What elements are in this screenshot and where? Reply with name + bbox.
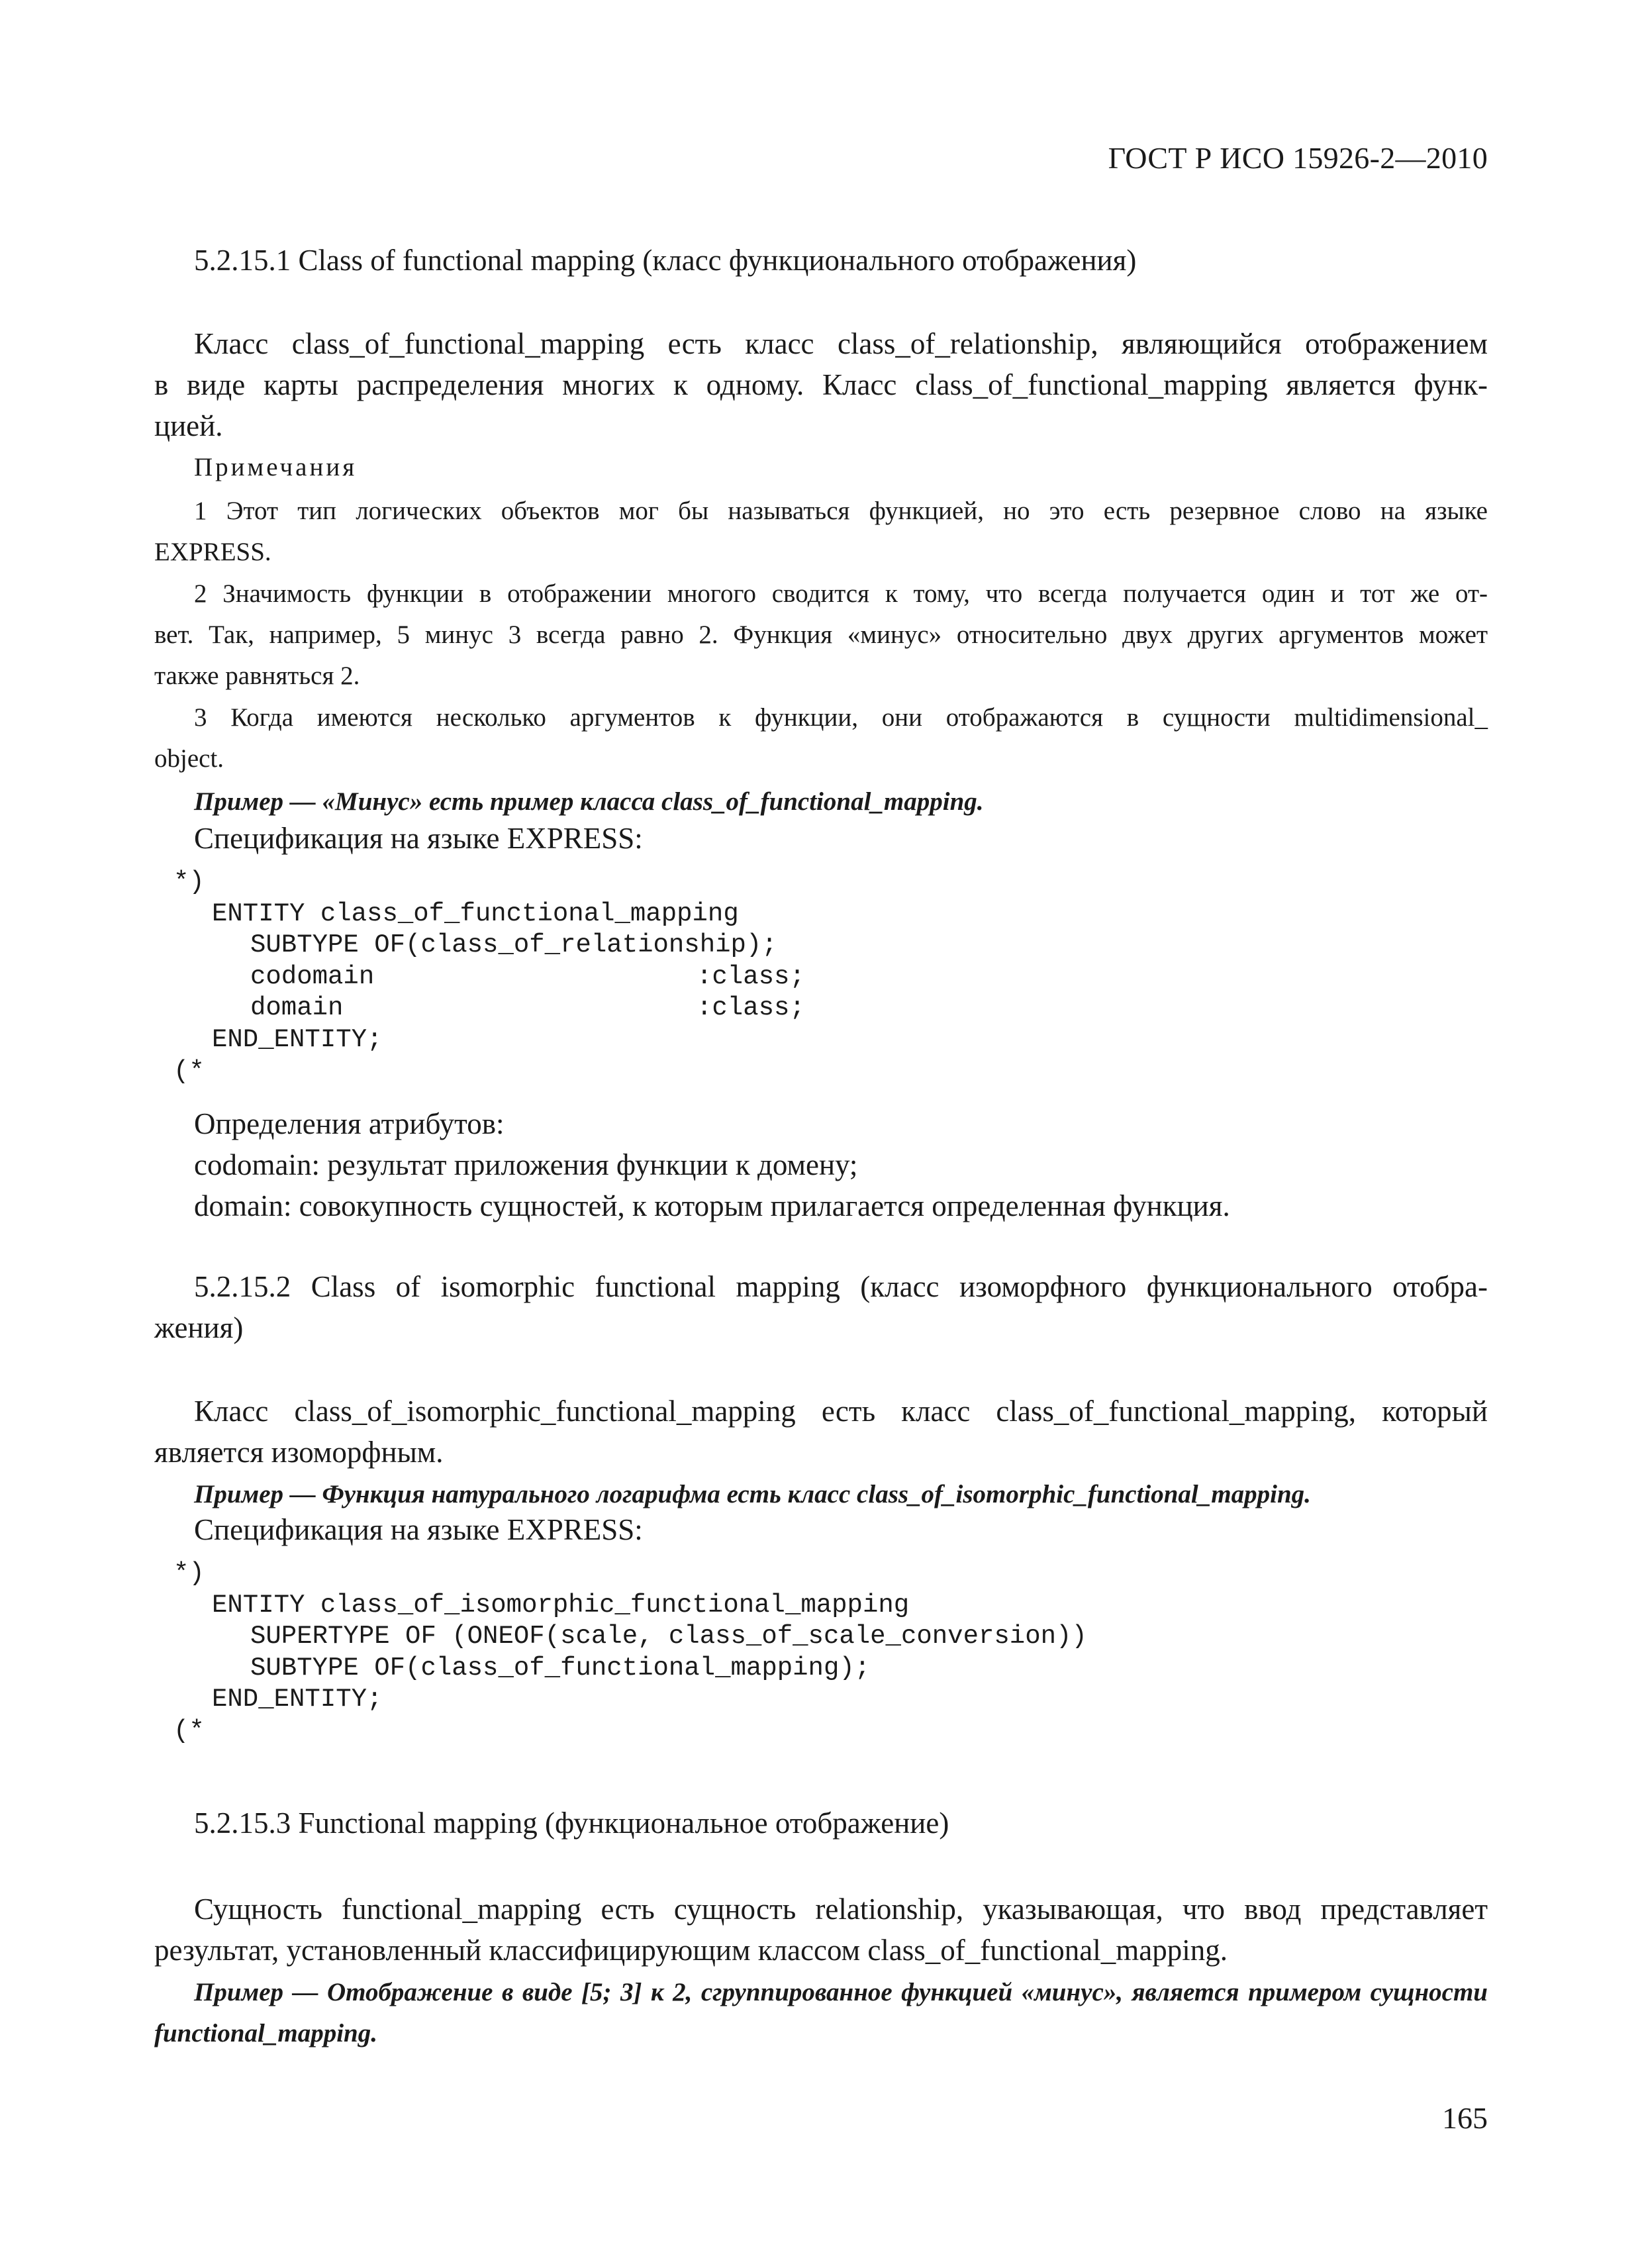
code-line: *) xyxy=(173,1559,205,1588)
code-line: codomain xyxy=(250,962,375,991)
code-line: SUBTYPE OF(class_of_relationship); xyxy=(250,930,777,960)
code-line: END_ENTITY; xyxy=(212,1685,383,1714)
example-3 xyxy=(154,1972,1488,2054)
para-line: является изоморфным. xyxy=(154,1436,444,1469)
section3-paragraph xyxy=(154,1889,1488,1971)
spec-label-2: Спецификация на языке EXPRESS: xyxy=(194,1513,643,1546)
section-heading-5-2-15-3: 5.2.15.3 Functional mapping (функциональное отображение) xyxy=(194,1806,949,1840)
para-line: Класс class_of_isomorphic_functional_mapping есть класс class_of_functional_mapping, который xyxy=(194,1395,1488,1428)
para-line: цией. xyxy=(154,409,223,442)
heading-line: 5.2.15.2 Class of isomorphic functional mapping (класс изоморфного функционального отобра- xyxy=(194,1270,1488,1303)
note-line: 3 Когда имеются несколько аргументов к функции, они отображаются в сущности multidimensional_ xyxy=(194,703,1488,732)
notes-title: Примечания xyxy=(194,453,358,481)
note-1 xyxy=(154,491,1488,573)
attr-definitions-title: Определения атрибутов: xyxy=(194,1107,505,1140)
page-number: 165 xyxy=(1442,2101,1488,2135)
code-line: (* xyxy=(173,1057,205,1086)
code-line: domain xyxy=(250,993,344,1022)
note-line: 1 Этот тип логических объектов мог бы называться функцией, но это есть резервное слово на языке xyxy=(194,497,1488,525)
note-3 xyxy=(154,697,1488,779)
note-line: 2 Значимость функции в отображении многого сводится к тому, что всегда получается один и тот же от- xyxy=(194,579,1488,608)
heading-line: жения) xyxy=(154,1311,244,1344)
code-line: SUBTYPE OF(class_of_functional_mapping); xyxy=(250,1653,871,1683)
document-header-code: ГОСТ Р ИСО 15926-2—2010 xyxy=(1108,141,1488,175)
note-line: вет. Так, например, 5 минус 3 всегда равно 2. Функция «минус» относительно двух других аргументов может xyxy=(154,620,1488,649)
example-text: Пример — «Минус» есть пример класса class_of_functional_mapping. xyxy=(194,787,984,816)
para-line: результат, установленный классифицирующим классом class_of_functional_mapping. xyxy=(154,1934,1228,1967)
code-line: *) xyxy=(173,867,205,897)
code-line: (* xyxy=(173,1716,205,1746)
section-heading-5-2-15-2 xyxy=(154,1266,1488,1348)
para-line: Сущность functional_mapping есть сущность relationship, указывающая, что ввод представляет xyxy=(194,1893,1488,1926)
note-line: также равняться 2. xyxy=(154,662,360,690)
note-line: object. xyxy=(154,744,224,773)
section1-paragraph xyxy=(154,323,1488,446)
code-line: ENTITY class_of_functional_mapping xyxy=(212,899,739,928)
code-line: :class; xyxy=(697,962,805,991)
attr-domain: domain: совокупность сущностей, к которым прилагается определенная функция. xyxy=(194,1189,1230,1222)
section-heading-5-2-15-1: 5.2.15.1 Class of functional mapping (класс функционального отображения) xyxy=(194,244,1137,277)
note-line: EXPRESS. xyxy=(154,538,271,566)
para-line: Класс class_of_functional_mapping есть класс class_of_relationship, являющийся отображением xyxy=(194,327,1488,360)
code-line: SUPERTYPE OF (ONEOF(scale, class_of_scale_conversion)) xyxy=(250,1622,1087,1651)
example-text: Пример — Отображение в виде [5; 3] к 2, сгруппированное функцией «минус», является примером сущности xyxy=(194,1978,1488,2006)
example-2 xyxy=(154,1474,1488,1515)
code-line: END_ENTITY; xyxy=(212,1025,383,1054)
example-text: functional_mapping. xyxy=(154,2019,377,2047)
note-2 xyxy=(154,573,1488,697)
attr-codomain: codomain: результат приложения функции к домену; xyxy=(194,1148,858,1181)
example-text: Пример — Функция натурального логарифма есть класс class_of_isomorphic_functional_mapping. xyxy=(194,1480,1311,1508)
code-line: ENTITY class_of_isomorphic_functional_mapping xyxy=(212,1591,910,1620)
example-1 xyxy=(154,781,1488,822)
section2-paragraph xyxy=(154,1391,1488,1473)
spec-label-1: Спецификация на языке EXPRESS: xyxy=(194,822,643,855)
code-line: :class; xyxy=(697,993,805,1022)
para-line: в виде карты распределения многих к одному. Класс class_of_functional_mapping является функ- xyxy=(154,368,1488,401)
